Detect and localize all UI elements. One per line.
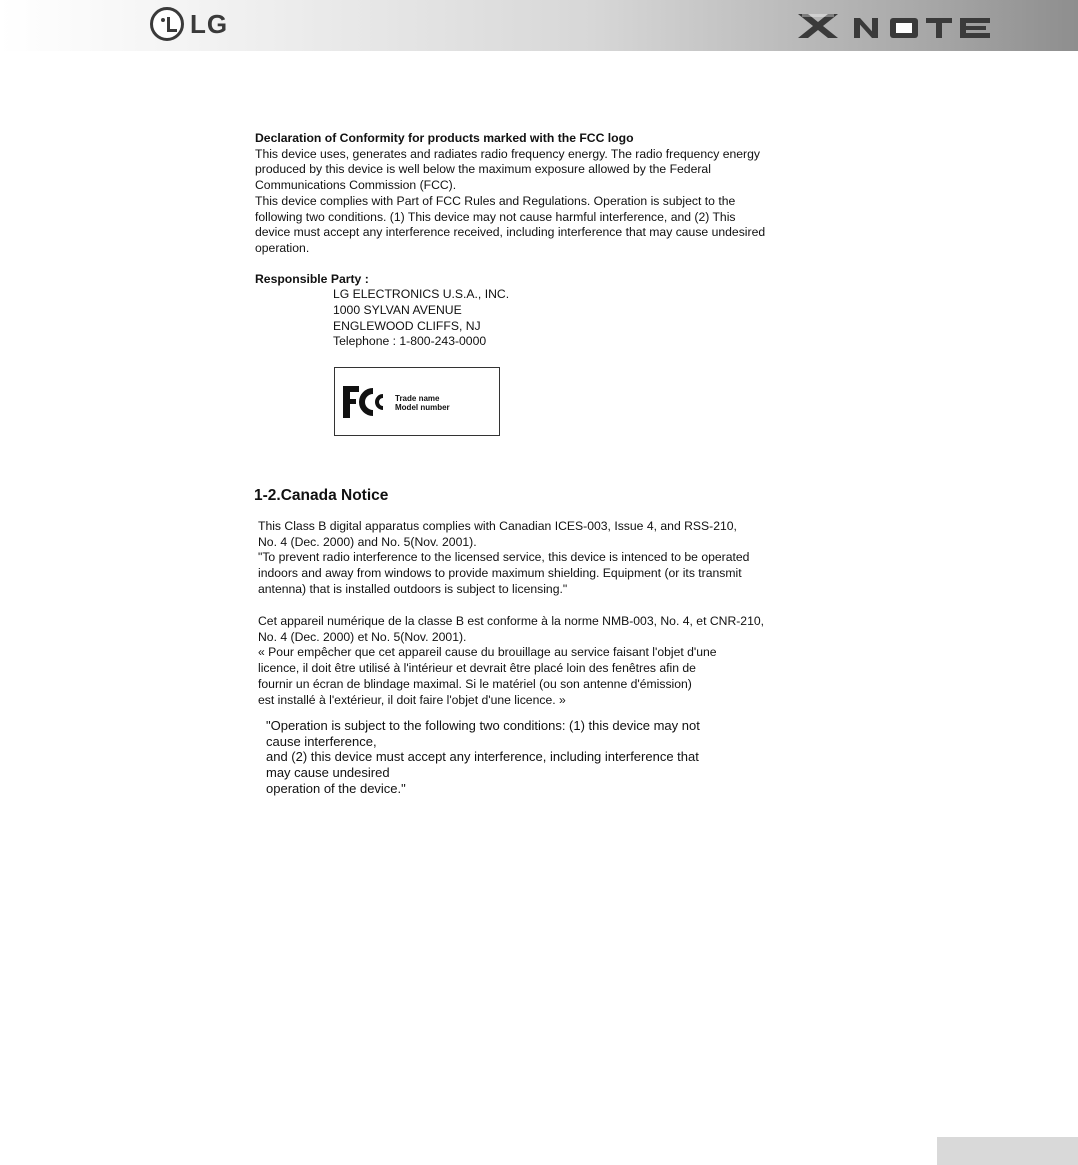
address-line: 1000 SYLVAN AVENUE bbox=[333, 303, 462, 318]
fcc-label-box bbox=[334, 367, 500, 436]
page-number-tab bbox=[937, 1137, 1078, 1165]
fcc-section bbox=[255, 131, 815, 350]
telephone-line: Telephone : 1-800-243-0000 bbox=[333, 334, 487, 349]
lg-logo bbox=[150, 7, 228, 41]
address-line: ENGLEWOOD CLIFFS, NJ bbox=[333, 318, 481, 333]
canada-conditions-text: "Operation is subject to the following two conditions: (1) this device may not cause interference, and (2) this device must accept any interference, including interference that may cause undesired operation of the device." bbox=[266, 718, 700, 796]
xnote-logo bbox=[798, 6, 994, 46]
trade-name-label: Trade name bbox=[395, 394, 440, 403]
fcc-label-text bbox=[395, 394, 450, 412]
page-header bbox=[0, 0, 1078, 51]
responsible-party-label: Responsible Party : bbox=[255, 271, 369, 286]
address-line: LG ELECTRONICS U.S.A., INC. bbox=[333, 287, 510, 302]
lg-face-icon bbox=[150, 7, 184, 41]
lg-logo-text: LG bbox=[190, 8, 229, 39]
fcc-body: This device uses, generates and radiates radio frequency energy. The radio frequency energy produced by this device is well below the maximum exposure allowed by the Federal Communications Commission (FCC). This device complies with Part of FCC Rules and Regulations. Operation is subject to the following two conditions. (1) This device may not cause harmful interference, and (2) This device must accept any interference received, including interference that may cause undesired operation. bbox=[255, 146, 766, 255]
canada-french-text: Cet appareil numérique de la classe B est conforme à la norme NMB-003, No. 4, et CNR-210, No. 4 (Dec. 2000) et No. 5(Nov. 2001). « Pour empêcher que cet appareil cause du brouillage au service faisant l'objet d'une licence, il doit être utilisé à l'intérieur et devrait être placé loin des fenêtres afin de fournir un écran de blindage maximal. Si le matériel (ou son antenne d'émission) est installé à l'extérieur, il doit faire l'objet d'une licence. » bbox=[258, 614, 765, 707]
model-number-label: Model number bbox=[395, 403, 450, 412]
canada-notice-title: 1-2.Canada Notice bbox=[254, 487, 389, 504]
fcc-title: Declaration of Conformity for products marked with the FCC logo bbox=[255, 131, 634, 145]
canada-english-text: This Class B digital apparatus complies with Canadian ICES-003, Issue 4, and RSS-210, No. 4 (Dec. 2000) and No. 5(Nov. 2001). "To prevent radio interference to the licensed service, this device is intenced to be operated indoors and away from windows to provide maximum shielding. Equipment (or its transmit antenna) that is installed outdoors is subject to licensing." bbox=[258, 519, 750, 596]
fcc-logo-icon bbox=[343, 382, 391, 422]
